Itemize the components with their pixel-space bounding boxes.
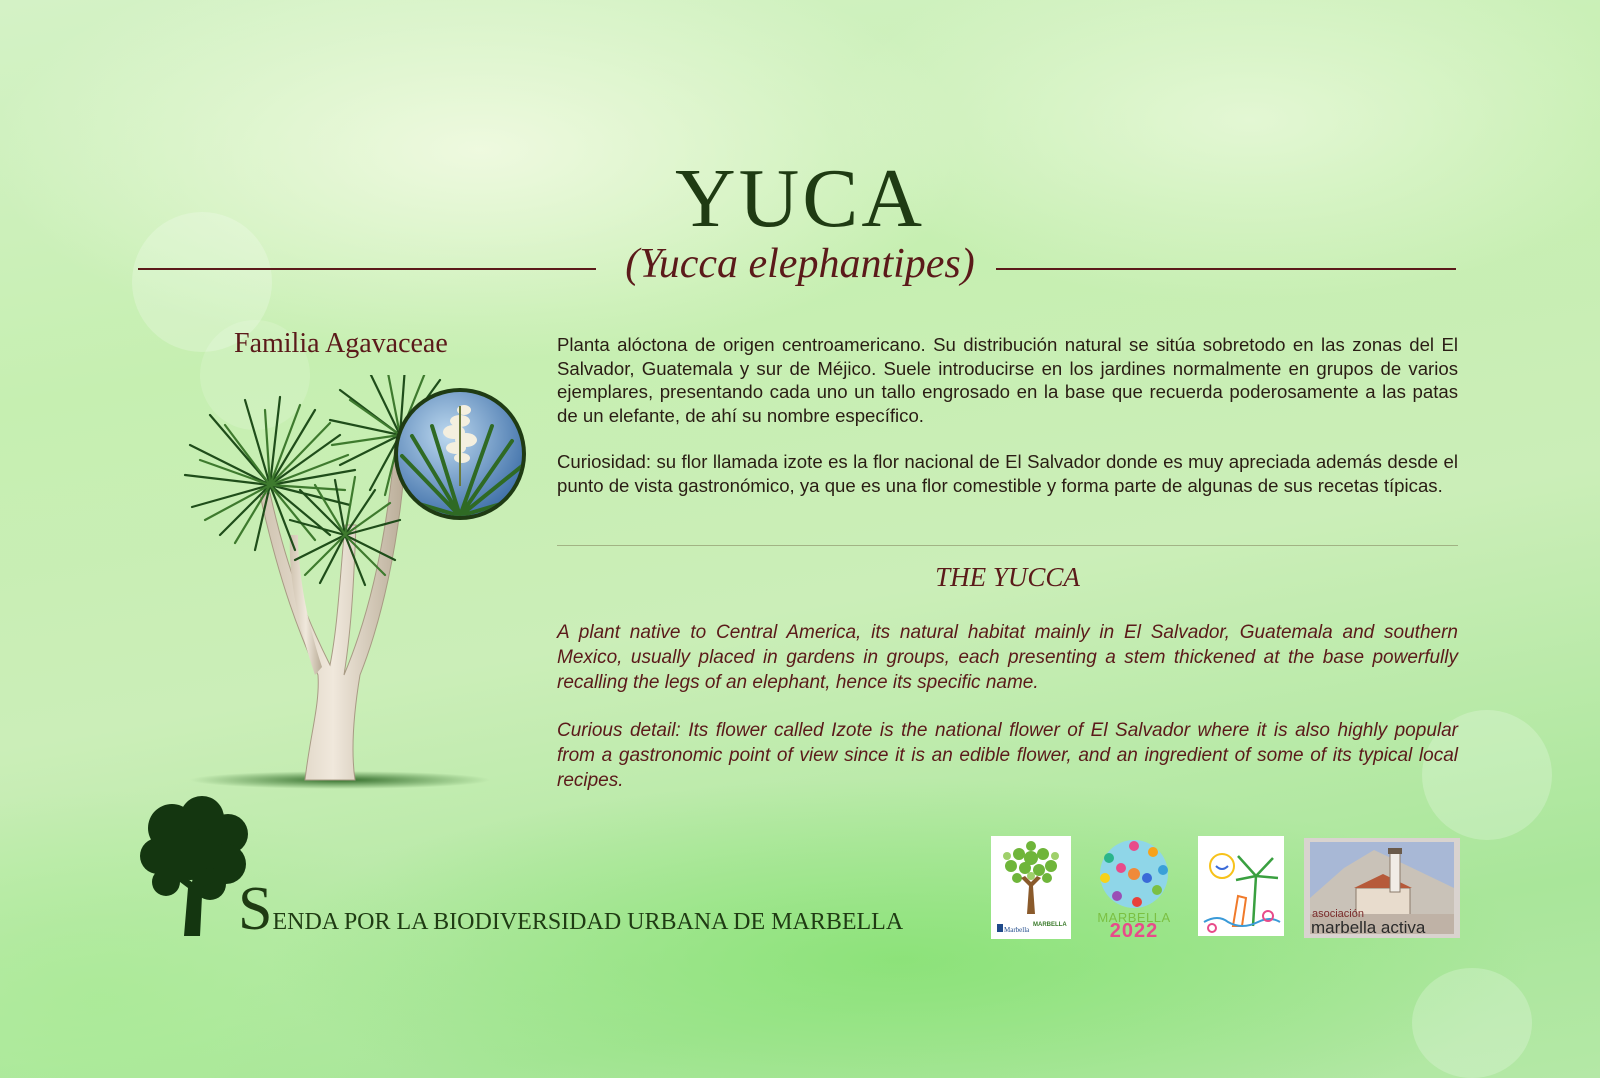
children-drawing-logo: [1198, 836, 1284, 936]
footer-title-rest: ENDA POR LA BIODIVERSIDAD URBANA DE MARBELLA: [272, 909, 904, 935]
section-divider: [557, 545, 1458, 546]
m2022-word: MARBELLA: [1097, 910, 1171, 925]
asociacion-small-label: asociación: [1312, 908, 1364, 920]
description-es-paragraph-2: Curiosidad: su flor llamada izote es la flor nacional de El Salvador donde es muy apreciada además desde el punto de vista gastronómico, ya que es una flor comestible y forma parte de algunas de sus recetas típicas.: [557, 451, 1458, 496]
m2022-year: 2022: [1109, 920, 1159, 942]
family-label: Familia Agavaceae: [234, 328, 448, 359]
marbella-2022-logo: [1091, 834, 1177, 942]
description-en-paragraph-1: A plant native to Central America, its natural habitat mainly in El Salvador, Guatemala and southern Mexico, usually placed in gardens in groups, each presenting a stem thickened at the base powerfully recalling the legs of an elephant, hence its specific name.: [557, 622, 1458, 693]
scientific-name: (Yucca elephantipes): [625, 241, 975, 287]
english-heading: THE YUCCA: [935, 562, 1080, 592]
flower-inset-image: [392, 386, 528, 522]
marbella-sostenible-logo: [991, 836, 1071, 939]
drawing-icon: [1198, 836, 1284, 936]
footer-title: [238, 875, 904, 943]
description-en-paragraph-2: Curious detail: Its flower called Izote is the national flower of El Salvador where it is also highly popular from a gastronomic point of view since it is an edible flower, and an ingredient of some of its typical local recipes.: [557, 720, 1458, 791]
page-title: YUCA: [674, 152, 925, 245]
people-globe-icon: [1091, 834, 1177, 914]
description-es-paragraph-1: Planta alóctona de origen centroamericano. Su distribución natural se sitúa sobretodo en las zonas del El Salvador, Guatemala y sur de Méjico. Suele introducirse en los jardines normalmente en grupos de varios ejemplares, presentando cada uno un tallo engrosado en la base que recuerda poderosamente a las patas de un elefante, de ahí su nombre específico.: [557, 334, 1458, 426]
asociacion-name-label: marbella activa: [1311, 918, 1426, 937]
asociacion-marbella-activa-logo: [1304, 838, 1460, 938]
marbella-small-label: Marbella: [1004, 926, 1030, 934]
bokeh-circle: [1412, 968, 1532, 1078]
footer-title-initial: S: [238, 875, 273, 943]
marbella-sostenible-label: MARBELLA: [1033, 922, 1067, 928]
